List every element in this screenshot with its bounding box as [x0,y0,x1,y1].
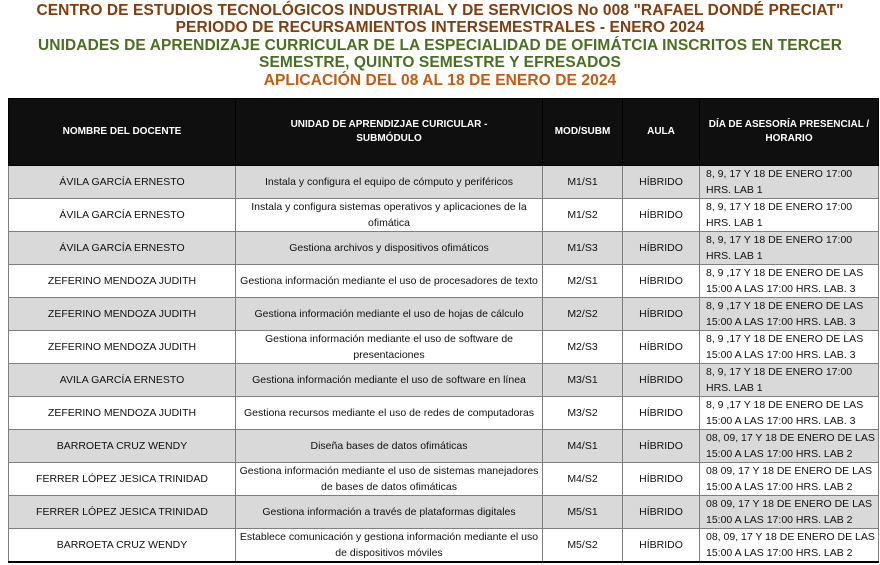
schedule-cell: 8, 9, 17 Y 18 DE ENERO 17:00 HRS. LAB 1 [700,232,879,265]
teacher-cell: BARROETA CRUZ WENDY [9,430,236,463]
document-header [0,2,880,89]
module-cell: M5/S1 [543,496,623,529]
unit-cell: Gestiona archivos y dispositivos ofimáticos [236,232,543,265]
column-header-teacher: NOMBRE DEL DOCENTE [9,99,236,166]
module-cell: M4/S1 [543,430,623,463]
module-cell: M5/S2 [543,529,623,563]
schedule-cell: 8, 9 ,17 Y 18 DE ENERO DE LAS 15:00 A LAS 17:00 HRS. LAB. 3 [700,265,879,298]
unit-cell: Diseña bases de datos ofimáticas [236,430,543,463]
room-cell: HÍBRIDO [623,529,700,563]
units-title-line1: UNIDADES DE APRENDIZAJE CURRICULAR DE LA ESPECIALIDAD DE OFIMÁTCIA INSCRITOS EN TERCER [37,36,843,54]
table-row [9,463,879,496]
table-header-row [9,99,879,166]
unit-cell: Instala y configura sistemas operativos y aplicaciones de la ofimática [236,199,543,232]
module-cell: M1/S3 [543,232,623,265]
teacher-cell: ÁVILA GARCÍA ERNESTO [9,166,236,199]
column-header-room: AULA [623,99,700,166]
schedule-cell: 8, 9 ,17 Y 18 DE ENERO DE LAS 15:00 A LAS 17:00 HRS. LAB. 3 [700,298,879,331]
table-row [9,265,879,298]
teacher-cell: ZEFERINO MENDOZA JUDITH [9,397,236,430]
table-row [9,397,879,430]
room-cell: HÍBRIDO [623,430,700,463]
column-header-unit: UNIDAD DE APRENDIZJAE CURICULAR - SUBMÓDULO [236,99,543,166]
table-row [9,529,879,563]
unit-cell: Gestiona información mediante el uso de software de presentaciones [236,331,543,364]
room-cell: HÍBRIDO [623,397,700,430]
table-row [9,298,879,331]
module-cell: M2/S2 [543,298,623,331]
table-row [9,430,879,463]
schedule-cell: 08, 09, 17 Y 18 DE ENERO DE LAS 15:00 A LAS 17:00 HRS. LAB 2 [700,430,879,463]
column-header-schedule: DÍA DE ASESORÍA PRESENCIAL / HORARIO [700,99,879,166]
unit-cell: Gestiona recursos mediante el uso de redes de computadoras [236,397,543,430]
unit-cell: Gestiona información mediante el uso de procesadores de texto [236,265,543,298]
module-cell: M2/S3 [543,331,623,364]
schedule-cell: 8, 9, 17 Y 18 DE ENERO 17:00 HRS. LAB 1 [700,364,879,397]
unit-cell: Gestiona información a través de plataformas digitales [236,496,543,529]
schedule-cell: 08 09, 17 Y 18 DE ENERO DE LAS 15:00 A LAS 17:00 HRS. LAB 2 [700,496,879,529]
room-cell: HÍBRIDO [623,463,700,496]
room-cell: HÍBRIDO [623,364,700,397]
schedule-cell: 8, 9, 17 Y 18 DE ENERO 17:00 HRS. LAB 1 [700,199,879,232]
teacher-cell: ZEFERINO MENDOZA JUDITH [9,298,236,331]
teacher-cell: AVILA GARCÍA ERNESTO [9,364,236,397]
table-row [9,232,879,265]
module-cell: M3/S1 [543,364,623,397]
unit-cell: Gestiona información mediante el uso de software en línea [236,364,543,397]
schedule-cell: 08 09, 17 Y 18 DE ENERO DE LAS 15:00 A LAS 17:00 HRS. LAB 2 [700,463,879,496]
room-cell: HÍBRIDO [623,199,700,232]
unit-cell: Instala y configura el equipo de cómputo y periféricos [236,166,543,199]
application-dates: APLICACIÓN DEL 08 AL 18 DE ENERO DE 2024 [263,71,617,89]
room-cell: HÍBRIDO [623,331,700,364]
schedule-table [8,98,879,563]
module-cell: M1/S2 [543,199,623,232]
school-name: CENTRO DE ESTUDIOS TECNOLÓGICOS INDUSTRIAL Y DE SERVICIOS No 008 "RAFAEL DONDÉ PRECIAT" [36,2,844,19]
room-cell: HÍBRIDO [623,265,700,298]
table-row [9,199,879,232]
period-title: PERIODO DE RECURSAMIENTOS INTERSEMESTRALES - ENERO 2024 [175,19,705,37]
table-row [9,364,879,397]
teacher-cell: ZEFERINO MENDOZA JUDITH [9,265,236,298]
unit-cell: Establece comunicación y gestiona información mediante el uso de dispositivos móviles [236,529,543,563]
schedule-cell: 08, 09, 17 Y 18 DE ENERO DE LAS 15:00 A LAS 17:00 HRS. LAB 2 [700,529,879,563]
teacher-cell: BARROETA CRUZ WENDY [9,529,236,563]
room-cell: HÍBRIDO [623,496,700,529]
schedule-cell: 8, 9 ,17 Y 18 DE ENERO DE LAS 15:00 A LAS 17:00 HRS. LAB. 3 [700,331,879,364]
module-cell: M2/S1 [543,265,623,298]
table-row [9,496,879,529]
teacher-cell: FERRER LÓPEZ JESICA TRINIDAD [9,496,236,529]
teacher-cell: ÁVILA GARCÍA ERNESTO [9,232,236,265]
room-cell: HÍBRIDO [623,298,700,331]
teacher-cell: ÁVILA GARCÍA ERNESTO [9,199,236,232]
unit-cell: Gestiona información mediante el uso de hojas de cálculo [236,298,543,331]
teacher-cell: ZEFERINO MENDOZA JUDITH [9,331,236,364]
room-cell: HÍBRIDO [623,232,700,265]
module-cell: M1/S1 [543,166,623,199]
room-cell: HÍBRIDO [623,166,700,199]
schedule-cell: 8, 9 ,17 Y 18 DE ENERO DE LAS 15:00 A LAS 17:00 HRS. LAB. 3 [700,397,879,430]
module-cell: M4/S2 [543,463,623,496]
table-row [9,166,879,199]
schedule-cell: 8, 9, 17 Y 18 DE ENERO 17:00 HRS. LAB 1 [700,166,879,199]
column-header-module: MOD/SUBM [543,99,623,166]
units-title-line2: SEMESTRE, QUINTO SEMESTRE Y EFRESADOS [259,54,621,72]
module-cell: M3/S2 [543,397,623,430]
table-row [9,331,879,364]
unit-cell: Gestiona información mediante el uso de sistemas manejadores de bases de datos ofimáticas [236,463,543,496]
teacher-cell: FERRER LÓPEZ JESICA TRINIDAD [9,463,236,496]
